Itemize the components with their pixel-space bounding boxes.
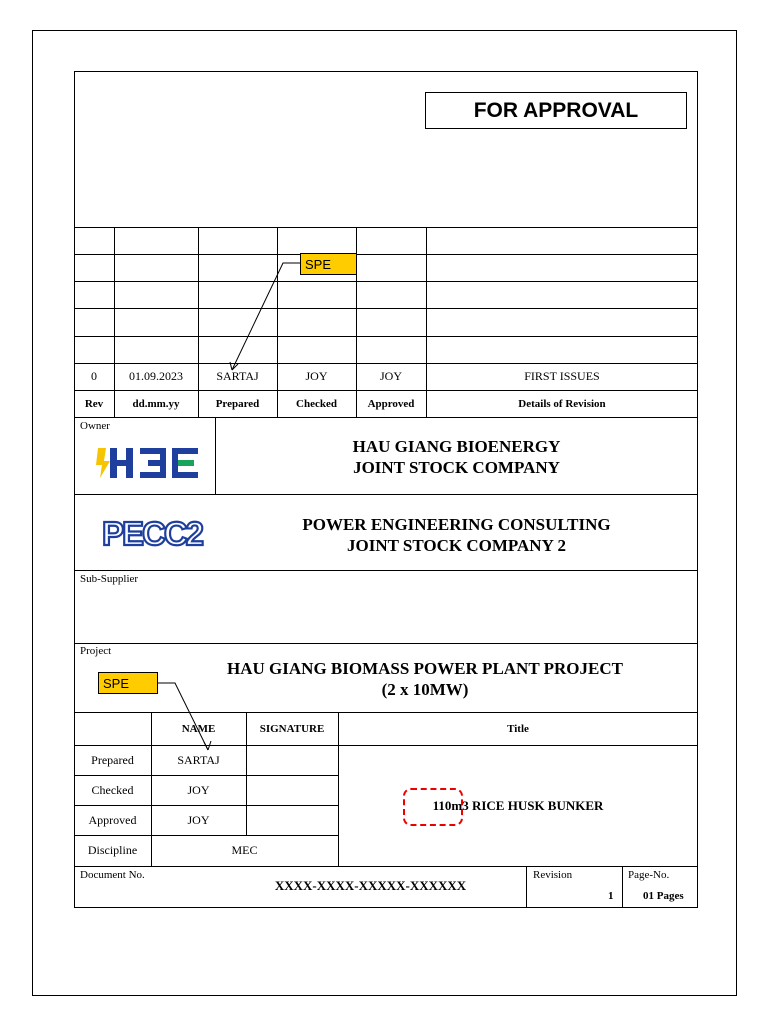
document-title-highlight: 110m3: [432, 797, 469, 813]
project-name-line2: (2 x 10MW): [381, 680, 469, 699]
rev-cell: 0: [91, 369, 97, 383]
signature-header: SIGNATURE: [259, 722, 325, 735]
revision-value: 1: [608, 890, 614, 902]
spe-callout-project: SPE: [98, 672, 158, 694]
checked-header: Checked: [296, 397, 337, 410]
sub-supplier-label: Sub-Supplier: [80, 573, 139, 585]
approved-header: Approved: [367, 397, 415, 410]
owner-label: Owner: [80, 420, 110, 432]
details-cell: FIRST ISSUES: [524, 369, 600, 383]
page-no-value: 01 Pages: [643, 890, 684, 902]
date-header: dd.mm.yy: [132, 397, 180, 410]
document-no-value: XXXX-XXXX-XXXXX-XXXXXX: [274, 878, 467, 893]
approved-cell: JOY: [379, 369, 402, 383]
revision-label: Revision: [533, 869, 573, 881]
role-prepared: Prepared: [91, 752, 134, 767]
spe-callout-top: SPE: [300, 253, 357, 275]
consultant-name-line1: POWER ENGINEERING CONSULTING: [302, 515, 611, 534]
owner-name-line1: HAU GIANG BIOENERGY: [352, 437, 561, 456]
project-label: Project: [80, 645, 112, 657]
date-cell: 01.09.2023: [129, 369, 183, 383]
hbe-logo: [94, 444, 202, 482]
page-no-label: Page-No.: [628, 869, 670, 881]
title-header: Title: [507, 722, 529, 735]
svg-text:PECC2: PECC2: [102, 515, 203, 551]
checked-cell: JOY: [305, 369, 328, 383]
approval-stamp: FOR APPROVAL: [425, 92, 687, 129]
role-discipline: Discipline: [87, 843, 138, 857]
role-approved: Approved: [88, 812, 137, 827]
rev-header: Rev: [84, 397, 104, 410]
project-name-line1: HAU GIANG BIOMASS POWER PLANT PROJECT: [227, 659, 623, 678]
prepared-cell: SARTAJ: [216, 369, 259, 383]
name-prepared: SARTAJ: [177, 752, 220, 767]
name-approved: JOY: [187, 812, 210, 827]
prepared-header: Prepared: [215, 397, 260, 410]
owner-name-line2: JOINT STOCK COMPANY: [353, 458, 560, 477]
details-header: Details of Revision: [518, 397, 606, 410]
pecc2-logo: [100, 515, 212, 551]
document-title-rest: RICE HUSK BUNKER: [468, 797, 604, 813]
discipline-value: MEC: [231, 843, 258, 857]
document-no-label: Document No.: [80, 869, 145, 881]
document-title: [338, 745, 698, 866]
name-header: NAME: [181, 722, 216, 735]
role-checked: Checked: [91, 782, 134, 797]
consultant-name-line2: JOINT STOCK COMPANY 2: [347, 536, 566, 555]
name-checked: JOY: [187, 782, 210, 797]
